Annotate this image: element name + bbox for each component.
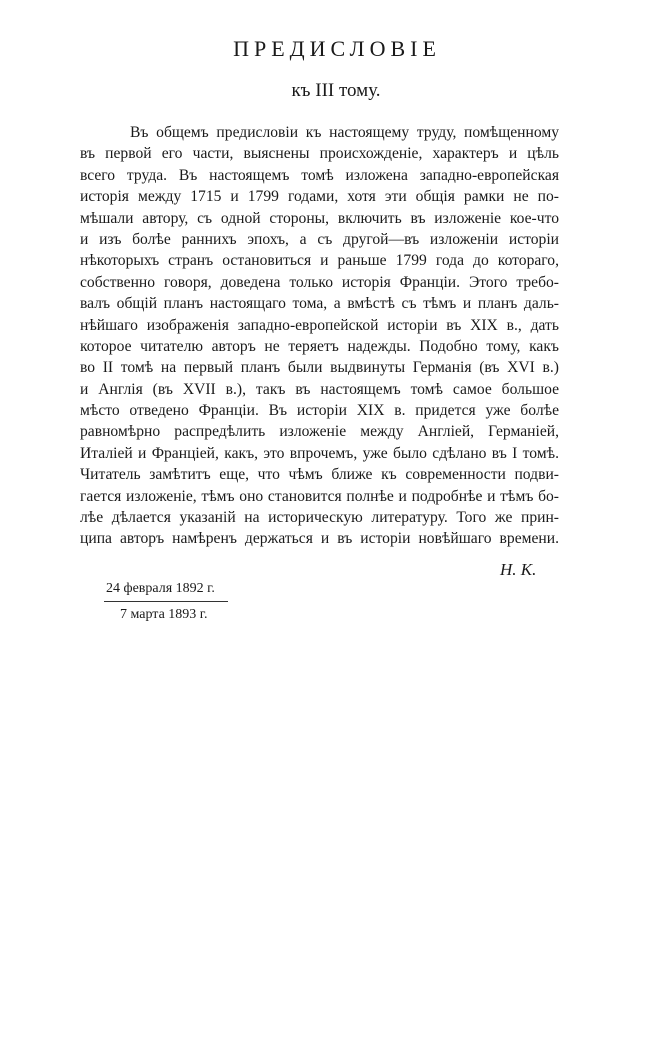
page-title: ПРЕДИСЛОВІЕ [233, 36, 441, 61]
text-line: исторія между 1715 и 1799 годами, хотя эти общія рамки не по- [80, 188, 559, 206]
text-line: гается изложеніе, тѣмъ оно становится полнѣе и подробнѣе и тѣмъ бо- [80, 487, 559, 505]
text-line: Читатель замѣтитъ еще, что чѣмъ ближе къ современности подви- [80, 466, 559, 484]
text-line: Въ общемъ предисловіи къ настоящему труду, помѣщенному [130, 124, 559, 141]
text-line: нѣйшаго изображенія западно-европейской исторіи въ XIX в., дать [80, 316, 559, 334]
text-line: нѣкоторыхъ странъ остановиться и раньше 1799 года до котораго, [80, 252, 559, 270]
preface-body [80, 122, 559, 550]
text-line: равномѣрно распредѣлить изложеніе между Англіей, Германіей, [80, 423, 559, 441]
text-line: лѣе дѣлается указаній на историческую литературу. Того же прин- [80, 509, 559, 527]
text-line: и Англія (въ XVII в.), такъ въ настоящемъ томѣ самое большое [80, 380, 559, 398]
text-line: которое читателю авторъ не теряетъ надежды. Подобно тому, какъ [80, 337, 559, 355]
text-line: въ первой его части, выяснены происхожденіе, характеръ и цѣль [80, 145, 559, 163]
date-second: 7 марта 1893 г. [120, 607, 208, 622]
date-first: 24 февраля 1892 г. [106, 581, 215, 596]
divider [104, 601, 228, 602]
text-line: Италіей и Франціей, какъ, это впрочемъ, уже было сдѣлано въ I томѣ. [80, 444, 559, 462]
text-line: мѣшали автору, съ одной стороны, включить въ изложеніе кое-что [80, 209, 559, 227]
text-line: и изъ болѣе раннихъ эпохъ, а съ другой—въ изложеніи исторіи [80, 230, 559, 248]
text-line: мѣсто отведено Франціи. Въ исторіи XIX в. придется уже болѣе [80, 402, 559, 420]
page-subtitle: къ III тому. [291, 80, 381, 101]
author-signature: Н. К. [500, 560, 537, 579]
text-line: во II томѣ на первый планъ были выдвинуты Германія (въ XVI в.) [80, 359, 559, 377]
text-line: собственно говоря, доведена только исторія Франціи. Этого требо- [80, 273, 559, 291]
text-line: ципа авторъ намѣренъ держаться и въ исторіи новѣйшаго времени. [80, 530, 559, 548]
text-line: всего труда. Въ настоящемъ томѣ изложена западно-европейская [80, 166, 559, 184]
text-line: валъ общій планъ настоящаго тома, а вмѣстѣ съ тѣмъ и планъ даль- [80, 295, 559, 313]
